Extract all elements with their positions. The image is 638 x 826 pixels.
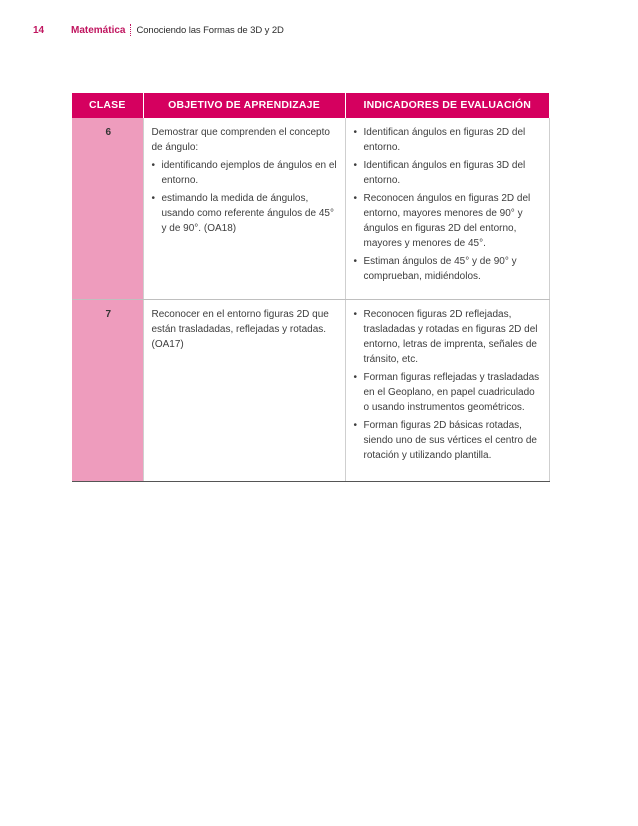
objetivo-bullet: • estimando la medida de ángulos, usando como referente ángulos de 45° y de 90°. (OA18) xyxy=(152,191,339,236)
objetivo-bullet: • identificando ejemplos de ángulos en el entorno. xyxy=(152,158,339,188)
column-header-objetivo: OBJETIVO DE APRENDIZAJE xyxy=(143,93,345,118)
indicador-bullet: • Reconocen figuras 2D reflejadas, trasladadas y rotadas en figuras 2D del entorno, letras de imprenta, señales de tránsito, etc. xyxy=(354,307,543,367)
indicador-bullet: • Identifican ángulos en figuras 3D del entorno. xyxy=(354,158,543,188)
indicador-bullet: • Identifican ángulos en figuras 2D del entorno. xyxy=(354,125,543,155)
objetivo-text: Reconocer en el entorno figuras 2D que están trasladadas, reflejadas y rotadas. (OA17) xyxy=(151,309,329,350)
lesson-plan-table xyxy=(72,93,550,482)
clase-number: 7 xyxy=(72,300,143,482)
indicador-bullet: • Forman figuras reflejadas y trasladadas en el Geoplano, en papel cuadriculado o usando instrumentos geométricos. xyxy=(354,370,543,415)
table-row xyxy=(72,300,549,482)
column-header-indicadores: INDICADORES DE EVALUACIÓN xyxy=(345,93,549,118)
indicador-bullet: • Forman figuras 2D básicas rotadas, siendo uno de sus vértices el centro de rotación y utilizando plantilla. xyxy=(354,418,543,463)
indicadores-cell xyxy=(345,118,549,300)
column-header-clase: CLASE xyxy=(72,93,143,118)
unit-title: Conociendo las Formas de 3D y 2D xyxy=(136,24,284,36)
objetivo-cell xyxy=(143,118,345,300)
table-row xyxy=(72,118,549,300)
objetivo-text: Demostrar que comprenden el concepto de ángulo: xyxy=(151,127,330,153)
objetivo-cell xyxy=(143,300,345,482)
page-number: 14 xyxy=(33,24,45,36)
page-header xyxy=(33,22,284,38)
clase-number: 6 xyxy=(72,118,143,300)
header-separator xyxy=(130,24,131,36)
subject-title: Matemática xyxy=(71,24,126,36)
indicador-bullet: • Reconocen ángulos en figuras 2D del entorno, mayores menores de 90° y ángulos en figuras 2D del entorno, mayores y menores de 45°. xyxy=(354,191,543,251)
indicador-bullet: • Estiman ángulos de 45° y de 90° y comprueban, midiéndolos. xyxy=(354,254,543,284)
table-header-row xyxy=(72,93,549,118)
indicadores-cell xyxy=(345,300,549,482)
